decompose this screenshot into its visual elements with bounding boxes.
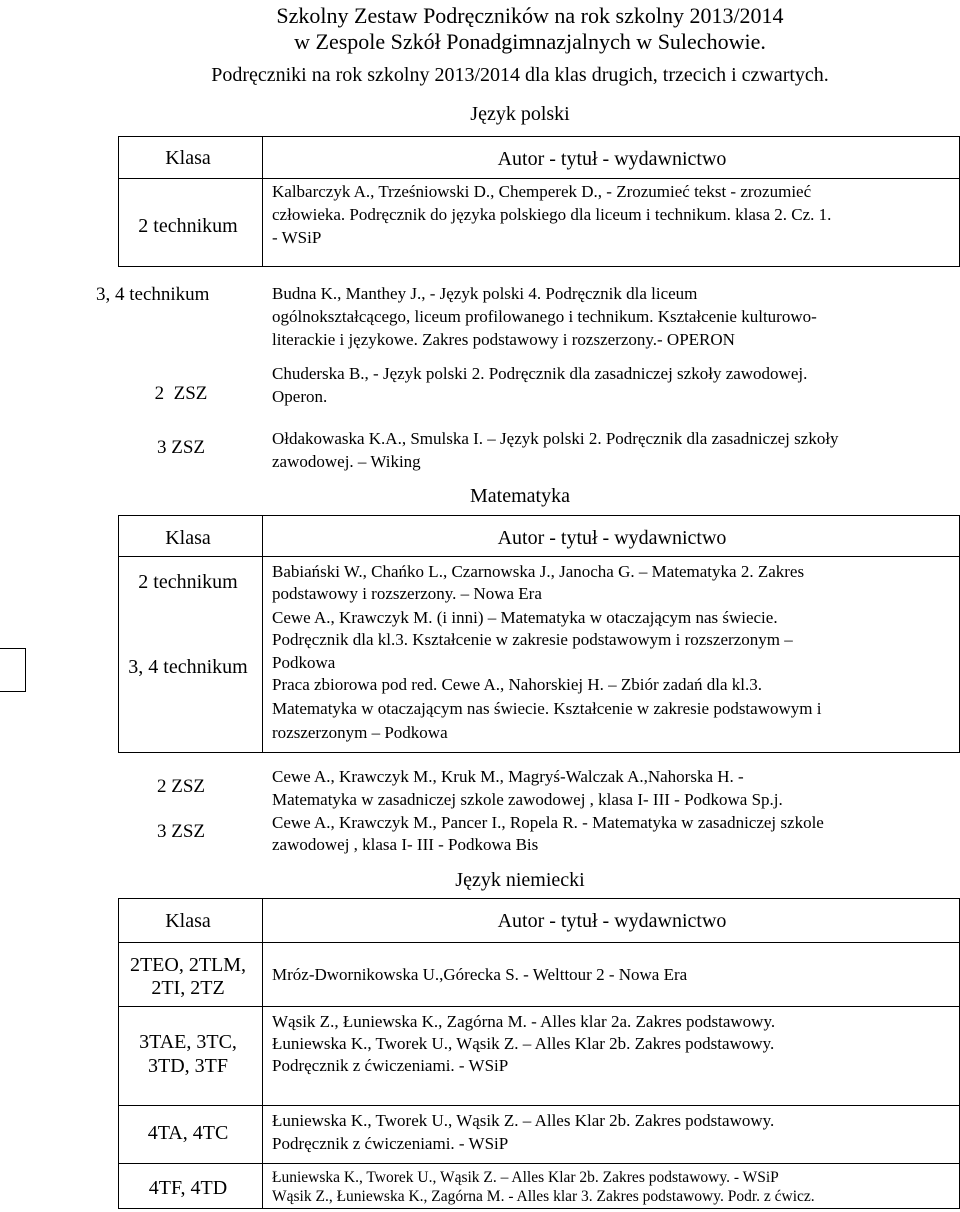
table-border: [118, 515, 960, 516]
column-header-class: Klasa: [165, 147, 211, 169]
book-entry-line: zawodowej. – Wiking: [272, 452, 421, 471]
book-entry-line: Babiański W., Chańko L., Czarnowska J., Janocha G. – Matematyka 2. Zakres: [272, 562, 805, 581]
book-entry-line: podstawowy i rozszerzony. – Nowa Era: [272, 584, 542, 603]
book-entry-line: Wąsik Z., Łuniewska K., Zagórna M. - Alles klar 3. Zakres podstawowy. Podr. z ćwicz.: [272, 1188, 815, 1205]
book-entry-line: ogólnokształcącego, liceum profilowanego i technikum. Kształcenie kulturowo-: [272, 307, 817, 326]
class-cell: 2 ZSZ: [156, 776, 206, 797]
page-edge-marker: [0, 648, 26, 692]
book-entry-line: Mróz-Dwornikowska U.,Górecka S. - Welttour 2 - Nowa Era: [272, 965, 688, 984]
class-cell: 3 ZSZ: [156, 821, 206, 842]
class-cell: 2TEO, 2TLM,: [129, 954, 247, 976]
section-title-polish: Język polski: [470, 103, 570, 125]
document-title-line-1: Szkolny Zestaw Podręczników na rok szkolny 2013/2014: [276, 3, 784, 28]
book-entry-line: - WSiP: [272, 228, 322, 247]
book-entry-line: Wąsik Z., Łuniewska K., Zagórna M. - Alles klar 2a. Zakres podstawowy.: [272, 1012, 776, 1031]
book-entry-line: Matematyka w zasadniczej szkole zawodowej , klasa I- III - Podkowa Sp.j.: [272, 790, 783, 809]
section-title-german: Język niemiecki: [455, 869, 585, 891]
book-entry-line: Podręcznik z ćwiczeniami. - WSiP: [272, 1056, 509, 1075]
column-header-class: Klasa: [165, 527, 211, 549]
table-border: [118, 1105, 960, 1106]
table-border: [118, 1163, 960, 1164]
class-cell: 3, 4 technikum: [96, 284, 210, 305]
class-cell: 4TA, 4TC: [147, 1122, 229, 1144]
book-entry-line: Łuniewska K., Tworek U., Wąsik Z. – Alles Klar 2b. Zakres podstawowy. - WSiP: [272, 1169, 779, 1186]
book-entry-line: Cewe A., Krawczyk M. (i inni) – Matematyka w otaczającym nas świecie.: [272, 608, 778, 627]
book-entry-line: literackie i językowe. Zakres podstawowy i rozszerzony.- OPERON: [272, 330, 735, 349]
table-border: [118, 1006, 960, 1007]
class-cell: 3TD, 3TF: [148, 1055, 228, 1077]
book-entry-line: Operon.: [272, 387, 328, 406]
class-cell: 2 technikum: [138, 215, 238, 237]
table-border: [262, 515, 263, 753]
table-border: [118, 136, 960, 137]
document-title-line-2: w Zespole Szkół Ponadgimnazjalnych w Sulechowie.: [294, 29, 766, 54]
class-cell: 3TAE, 3TC,: [139, 1031, 237, 1053]
column-header-author: Autor - tytuł - wydawnictwo: [497, 527, 727, 549]
book-entry-line: Chuderska B., - Język polski 2. Podręcznik dla zasadniczej szkoły zawodowej.: [272, 364, 808, 383]
table-border: [118, 942, 960, 943]
class-cell: 2TI, 2TZ: [151, 977, 225, 999]
table-border: [118, 178, 960, 179]
book-entry-line: człowieka. Podręcznik do języka polskiego dla liceum i technikum. klasa 2. Cz. 1.: [272, 205, 832, 224]
class-cell: 2 ZSZ: [154, 383, 208, 404]
section-title-math: Matematyka: [470, 485, 570, 507]
class-cell: 4TF, 4TD: [148, 1177, 228, 1199]
book-entry-line: Cewe A., Krawczyk M., Kruk M., Magryś-Walczak A.,Nahorska H. -: [272, 767, 744, 786]
table-border: [118, 556, 960, 557]
table-border: [118, 752, 960, 753]
book-entry-line: Łuniewska K., Tworek U., Wąsik Z. – Alles Klar 2b. Zakres podstawowy.: [272, 1034, 775, 1053]
book-entry-line: Podręcznik dla kl.3. Kształcenie w zakresie podstawowym i rozszerzonym –: [272, 630, 793, 649]
table-border: [118, 1208, 960, 1209]
book-entry-line: zawodowej , klasa I- III - Podkowa Bis: [272, 835, 539, 854]
table-border: [118, 515, 119, 753]
book-entry-line: rozszerzonym – Podkowa: [272, 723, 448, 742]
document-subtitle: Podręczniki na rok szkolny 2013/2014 dla klas drugich, trzecich i czwartych.: [211, 64, 829, 86]
book-entry-line: Kalbarczyk A., Trześniowski D., Chemperek D., - Zrozumieć tekst - zrozumieć: [272, 182, 812, 201]
class-cell: 3, 4 technikum: [128, 656, 248, 678]
class-cell: 2 technikum: [138, 571, 238, 593]
book-entry-line: Cewe A., Krawczyk M., Pancer I., Ropela R. - Matematyka w zasadniczej szkole: [272, 813, 824, 832]
book-entry-line: Ołdakowaska K.A., Smulska I. – Język polski 2. Podręcznik dla zasadniczej szkoły: [272, 429, 839, 448]
book-entry-line: Budna K., Manthey J., - Język polski 4. Podręcznik dla liceum: [272, 284, 698, 303]
table-border: [118, 266, 960, 267]
column-header-class: Klasa: [165, 910, 211, 932]
table-border: [118, 898, 960, 899]
book-entry-line: Matematyka w otaczającym nas świecie. Kształcenie w zakresie podstawowym i: [272, 699, 822, 718]
book-entry-line: Łuniewska K., Tworek U., Wąsik Z. – Alles Klar 2b. Zakres podstawowy.: [272, 1111, 775, 1130]
book-entry-line: Praca zbiorowa pod red. Cewe A., Nahorskiej H. – Zbiór zadań dla kl.3.: [272, 675, 763, 694]
column-header-author: Autor - tytuł - wydawnictwo: [497, 910, 727, 932]
book-entry-line: Podkowa: [272, 653, 336, 672]
table-border: [262, 898, 263, 1209]
book-entry-line: Podręcznik z ćwiczeniami. - WSiP: [272, 1134, 509, 1153]
class-cell: 3 ZSZ: [156, 437, 206, 458]
column-header-author: Autor - tytuł - wydawnictwo: [497, 148, 727, 170]
